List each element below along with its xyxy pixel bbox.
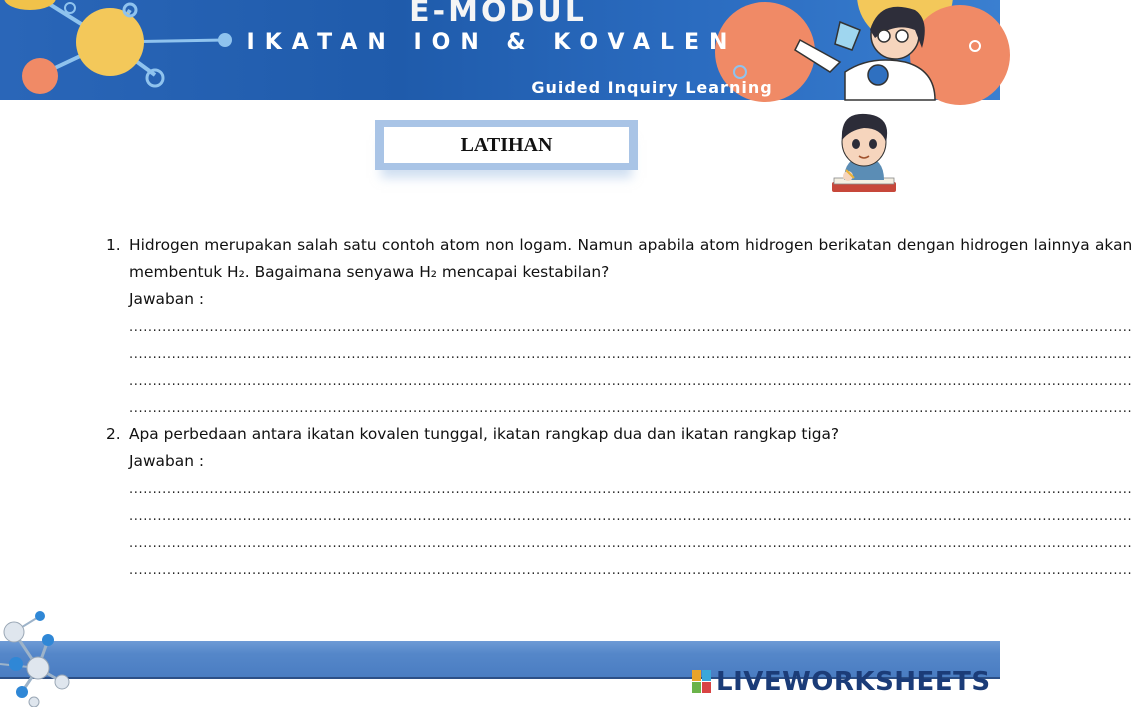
student-illustration [826,106,902,198]
question-number: 1. [106,236,121,254]
answer-line[interactable] [129,394,1132,421]
answer-line[interactable] [129,340,1132,367]
question-number: 2. [106,425,121,443]
module-tagline: Guided Inquiry Learning [531,78,773,97]
answer-line[interactable] [129,529,1132,556]
question-text: Apa perbedaan antara ikatan kovalen tunggal, ikatan rangkap dua dan ikatan rangkap tiga? [129,425,840,443]
answer-line[interactable] [129,502,1132,529]
section-title: LATIHAN [460,133,553,156]
module-subtitle: IKATAN ION & KOVALEN [246,30,738,55]
answer-line[interactable] [129,313,1132,340]
section-title-box [384,127,629,163]
question-2 [106,421,915,583]
section-title-frame [375,120,638,170]
liveworksheets-icon [692,670,712,694]
module-title: E-MODUL [409,0,587,29]
footer-molecule-icon [0,610,80,707]
answer-line[interactable] [129,475,1132,502]
liveworksheets-brand: LIVEWORKSHEETS [716,667,991,697]
question-text: Hidrogen merupakan salah satu contoh atom non logam. Namun apabila atom hidrogen berikatan dengan hidrogen lainnya akan membentuk H₂. Bagaimana senyawa H₂ mencapai kestabilan? [129,236,1132,281]
header-banner [0,0,1000,100]
answer-label: Jawaban : [129,452,205,470]
answer-line[interactable] [129,556,1132,583]
answer-label: Jawaban : [129,290,205,308]
answer-line[interactable] [129,367,1132,394]
question-1 [106,232,1132,421]
exercise-content [106,232,1132,583]
liveworksheets-logo[interactable] [692,667,991,697]
